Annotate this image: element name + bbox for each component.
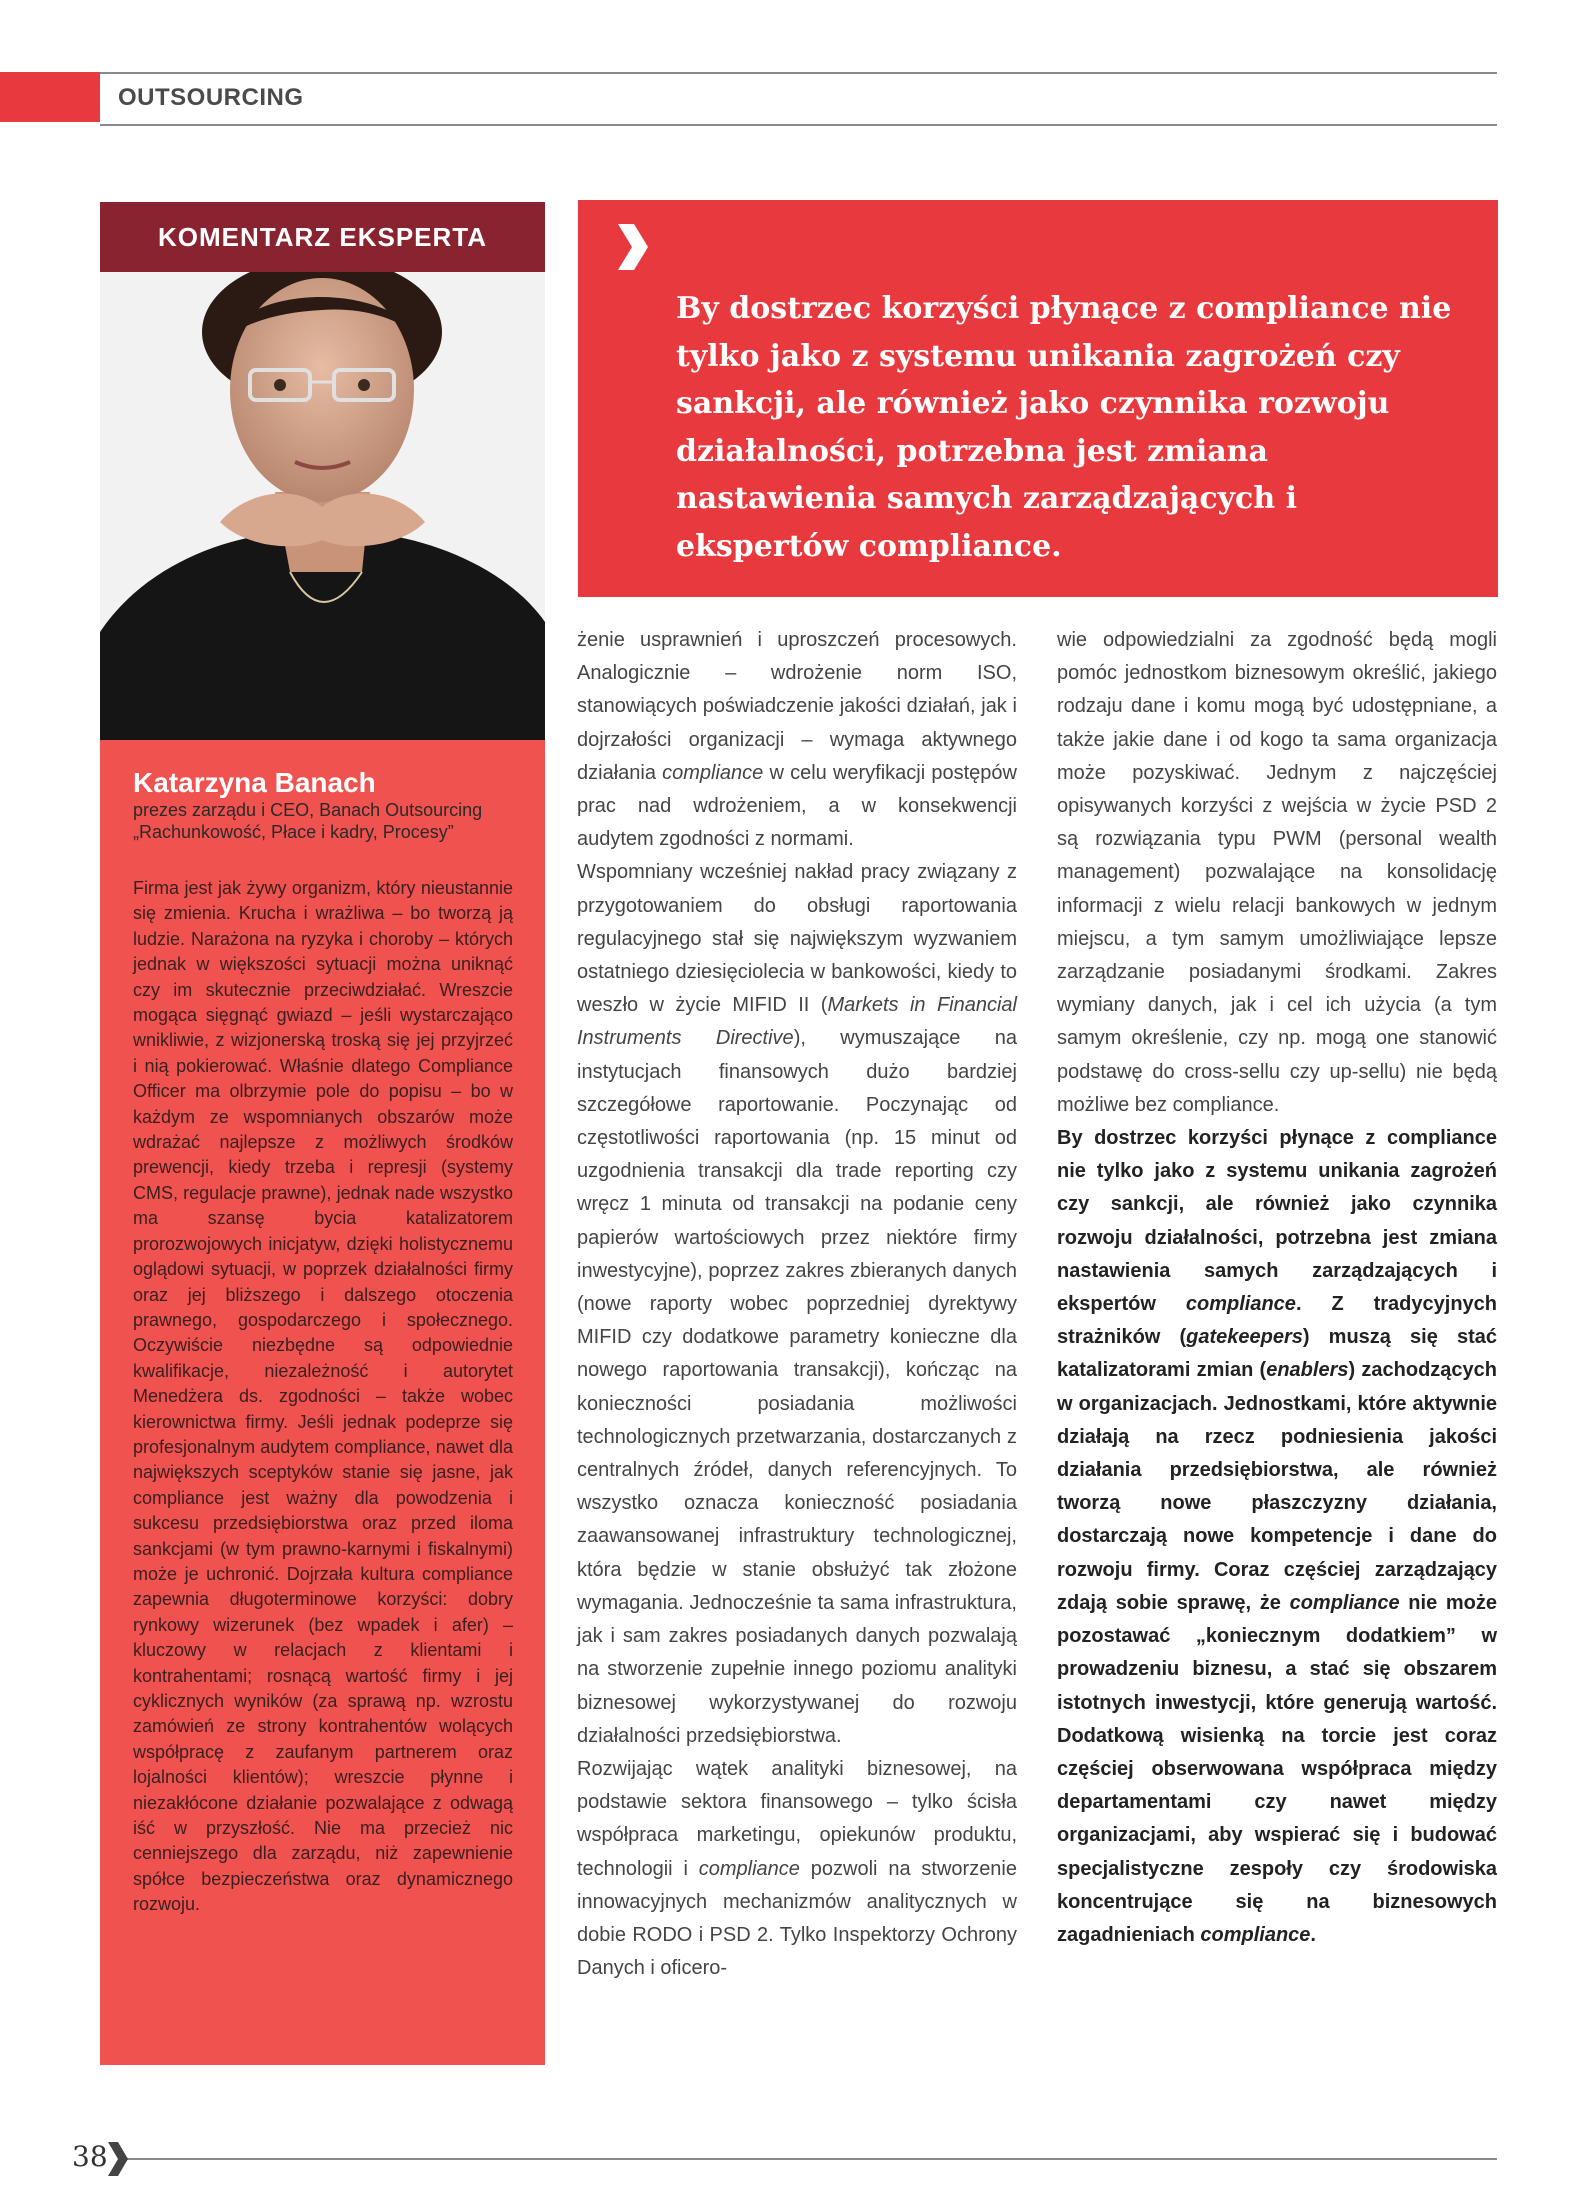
header-rule-top [100, 72, 1497, 74]
expert-company: „Rachunkowość, Płace i kadry, Procesy” [133, 822, 454, 842]
highlighted-paragraph: By dostrzec korzyści płynące z compliance nie tylko jako z systemu unikania zagrożeń czy sankcji, ale również jako czynnika rozwoju działalności, potrzebna jest zmiana nastawienia samych zarządzających i ekspertów compliance. Z tradycyjnych strażników (gatekeepers) muszą się stać katalizatorami zmian (enablers) zachodzących w organizacjach. Jednostkami, które aktywnie działają na rzecz podniesienia jakości działania przedsiębiorstwa, ale również tworzą nowe płaszczyzny działania, dostarczają nowe kompetencje i dane do rozwoju firmy. Coraz częściej zarządzający zdają sobie sprawę, że compliance nie może pozostawać „koniecznym dodatkiem” w prowadzeniu biznesu, a stać się obszarem istotnych inwestycji, które generują wartość. Dodatkową wisienką na torcie jest coraz częściej obserwowana współpraca między departamentami czy nawet między organizacjami, aby wspierać się i budować specjalistyczne zespoły czy środowiska koncentrujące się na biznesowych zagadnieniach compliance. [1057, 1127, 1498, 1946]
footer-rule [126, 2158, 1497, 2160]
paragraph: żenie usprawnień i uproszczeń procesowych. Analogicznie – wdrożenie norm ISO, stanowiących poświadczenie jakości działań, jak i dojrzałości organizacji – wymaga aktywnego działania compliance w celu weryfikacji postępów prac nad wdrożeniem, a w konsekwencji audytem zgodności z normami. [577, 629, 1017, 851]
expert-portrait [100, 272, 545, 740]
section-label: OUTSOURCING [118, 84, 304, 111]
portrait-illustration [100, 272, 545, 740]
paragraph: wie odpowiedzialni za zgodność będą mogli pomóc jednostkom biznesowym określić, jakiego rodzaju dane i komu mogą być udostępniane, a także jakie dane i od kogo ta sama organizacja może pozyskiwać. Jednym z najczęściej opisywanych korzyści z wejścia w życie PSD 2 są rozwiązania typu PWM (personal wealth management) pozwalające na konsolidację informacji z wielu relacji bankowych w jednym miejscu, a tym samym umożliwiające lepsze zarządzanie posiadanymi środkami. Zakres wymiany danych, jak i cel ich użycia (a tym samym określenie, czy np. mogą one stanowić podstawę do cross-sellu czy up-sellu) nie będą możliwe bez compliance. [1057, 629, 1497, 1116]
expert-name: Katarzyna Banach [133, 767, 376, 798]
header-accent-block [0, 72, 100, 122]
chevron-right-icon [106, 2140, 130, 2183]
sidebar-commentary [133, 876, 513, 1918]
article-column-right [1057, 624, 1497, 1952]
article-column-middle [577, 624, 1017, 1985]
paragraph: Rozwijając wątek analityki biznesowej, na podstawie sektora finansowego – tylko ścisła współpraca marketingu, opiekunów produktu, technologii i compliance pozwoli na stworzenie innowacyjnych mechanizmów analitycznych w dobie RODO i PSD 2. Tylko Inspektorzy Ochrony Danych i oficero- [577, 1757, 1018, 1980]
pullquote-text: By dostrzec korzyści płynące z compliance nie tylko jako z systemu unikania zagrożeń czy sankcji, ale również jako czynnika rozwoju działalności, potrzebna jest zmiana nastawienia samych zarządzających i ekspertów compliance. [676, 291, 1452, 564]
chevron-right-icon [614, 222, 650, 277]
sidebar-title: KOMENTARZ EKSPERTA [100, 202, 545, 272]
page-number: 38 [72, 2140, 108, 2173]
expert-role: prezes zarządu i CEO, Banach Outsourcing [133, 800, 483, 820]
header-rule-bottom [100, 124, 1497, 126]
sidebar-commentary-text: Firma jest jak żywy organizm, który nieustannie się zmienia. Krucha i wrażliwa – bo tworzą ją ludzie. Narażona na ryzyka i choroby – których jednak w większości sytuacji można uniknąć czy im skutecznie przeciwdziałać. Wreszcie mogąca sięgnąć gwiazd – jeśli wystarczająco wnikliwie, z wizjonerską troską się jej przyjrzeć i nią pokierować. Właśnie dlatego Compliance Officer ma olbrzymie pole do popisu – bo w każdym ze wspomnianych obszarów może wdrażać najlepsze z możliwych środków prewencji, kiedy trzeba i represji (systemy CMS, regulacje prawne), jednak nade wszystko ma szansę bycia katalizatorem prorozwojowych inicjatyw, dzięki holistycznemu oglądowi sytuacji, w poprzek działalności firmy oraz jej bliższego i dalszego otoczenia prawnego, gospodarczego i społecznego. Oczywiście niezbędne są odpowiednie kwalifikacje, niezależność i autorytet Menedżera ds. zgodności – także wobec kierownictwa firmy. Jeśli jednak podeprze się profesjonalnym audytem compliance, nawet dla największych sceptyków stanie się jasne, jak compliance jest ważny dla powodzenia i sukcesu przedsiębiorstwa oraz przed iloma sankcjami (w tym prawno-karnymi i fiskalnymi) może je uchronić. Dojrzała kultura compliance zapewnia długoterminowe korzyści: dobry rynkowy wizerunek (bez wpadek i afer) – kluczowy w relacjach z klientami i kontrahentami; rosnącą wartość firmy i jej cyklicznych wyników (za sprawą np. wzrostu zamówień ze strony kontrahentów wolących współpracę z zaufanym partnerem oraz lojalności klientów); wreszcie płynne i niezakłócone działanie pozwalające z odwagą iść w przyszłość. Nie ma przecież nic cenniejszego dla zarządu, niż zapewnienie spółce bezpieczeństwa oraz dynamicznego rozwoju. [133, 878, 513, 1915]
paragraph: Wspomniany wcześniej nakład pracy związany z przygotowaniem do obsługi raportowania regulacyjnego stał się największym wyzwaniem ostatniego dziesięciolecia w bankowości, kiedy to weszło w życie MIFID II (Markets in Financial Instruments Directive), wymuszające na instytucjach finansowych dużo bardziej szczegółowe raportowanie. Poczynając od częstotliwości raportowania (np. 15 minut od uzgodnienia transakcji dla trade reporting czy wręcz 1 minuta od transakcji na podanie ceny papierów wartościowych przez niektóre firmy inwestycyjne), poprzez zakres zbieranych danych (nowe raporty wobec poprzedniej dyrektywy MIFID czy dodatkowe parametry konieczne dla nowego raportowania transakcji), kończąc na konieczności posiadania możliwości technologicznych przetwarzania, dostarczanych z centralnych źródeł, danych referencyjnych. To wszystko oznacza konieczność posiadania zaawansowanej infrastruktury technologicznej, która będzie w stanie obsłużyć tak złożone wymagania. Jednocześnie ta sama infrastruktura, jak i sam zakres posiadanych danych pozwalają na stworzenie zupełnie innego poziomu analityki biznesowej wykorzystywanej do rozwoju działalności przedsiębiorstwa. [577, 861, 1017, 1747]
